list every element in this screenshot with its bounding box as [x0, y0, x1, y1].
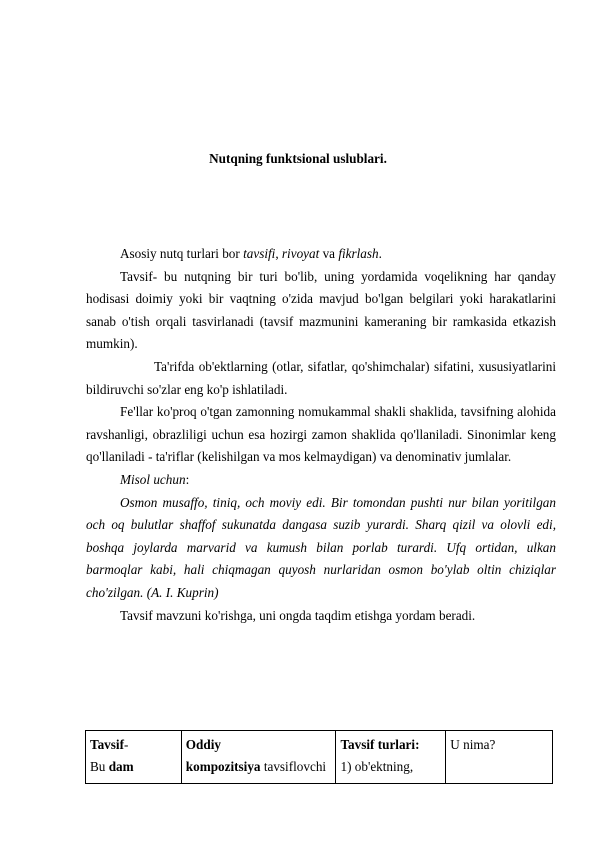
cell-line: Tavsif turlari: [340, 737, 420, 752]
term-description: tavsifi [243, 246, 276, 261]
paragraph-word-usage: Ta'rifda ob'ektlarning (otlar, sifatlar, qo'shimchalar) sifatini, xususiyatlarini bildiruvchi so'zlar eng ko'p ishlatiladi. [86, 358, 556, 397]
quote-text: Osmon musaffo, tiniq, och moviy edi. Bir tomondan pushti nur bilan yoritilgan och oq bulutlar shaffof sukunatda dangasa suzib yurardi. Sharq qizil va olovli edi, boshqa joylarda marvarid va kumush bilan porlab turardi. Ufq ortidan, ulkan barmoqlar kabi, hali chiqmagan quyosh nurlaridan osmon bo'ylab oltin chiziqlar cho'zilgan. (A. I. Kuprin) [86, 494, 556, 600]
text-segment: va [319, 246, 339, 261]
paragraph-example-quote [86, 492, 556, 605]
document-body [86, 243, 556, 627]
cell-line [186, 756, 332, 778]
paragraph-verbs: Fe'llar ko'proq o'tgan zamonning nomukammal shakli shaklida, tavsifning alohida ravshanligi, obrazliligi uchun esa hozirgi zamon shaklida qo'llaniladi. Sinonimlar keng qo'llaniladi - ta'riflar (kelishilgan va mos kelmaydigan) va denominativ jumlalar. [86, 404, 556, 465]
cell-line [90, 734, 177, 756]
term-reasoning: fikrlash [338, 246, 379, 261]
cell-line: Oddiy [185, 737, 221, 752]
table-cell [446, 731, 553, 784]
table-cell [181, 731, 336, 784]
text-segment: Asosiy nutq turlari bor [120, 246, 244, 261]
cell-bold-text: dam [108, 759, 134, 774]
cell-text: tavsiflovchi [260, 759, 327, 774]
paragraph-example-intro [86, 469, 556, 492]
cell-line: U nima? [450, 737, 496, 752]
cell-bold-text: Tavsif [90, 737, 124, 752]
text-segment: : [185, 471, 190, 487]
text-segment: . [378, 246, 382, 261]
cell-line: 1) ob'ektning, [340, 759, 414, 774]
paragraph-conclusion: Tavsif mavzuni ko'rishga, uni ongda taqdim etishga yordam beradi. [120, 607, 476, 623]
cell-text: - [123, 737, 129, 752]
paragraph-speech-types [86, 243, 556, 266]
cell-text: Bu [90, 759, 109, 774]
term-narration: rivoyat [281, 246, 320, 261]
description-table [85, 730, 553, 784]
cell-line [90, 756, 177, 778]
page-title: Nutqning funktsional uslublari. [209, 151, 387, 166]
paragraph-description-definition: Tavsif- bu nutqning bir turi bo'lib, uning yordamida voqelikning har qanday hodisasi doimiy yoki bir vaqtning o'zida mavjud bo'lgan belgilari yoki harakatlarini sanab o'tish orqali tasvirlanadi (tavsif mazmunini kameraning bir ramkasida etkazish mumkin). [86, 268, 556, 352]
table-cell [336, 731, 446, 784]
text-segment: , [275, 246, 282, 261]
table-row [86, 731, 553, 784]
example-label: Misol uchun [120, 471, 186, 487]
table-cell [86, 731, 182, 784]
cell-bold-text: kompozitsiya [185, 759, 261, 774]
